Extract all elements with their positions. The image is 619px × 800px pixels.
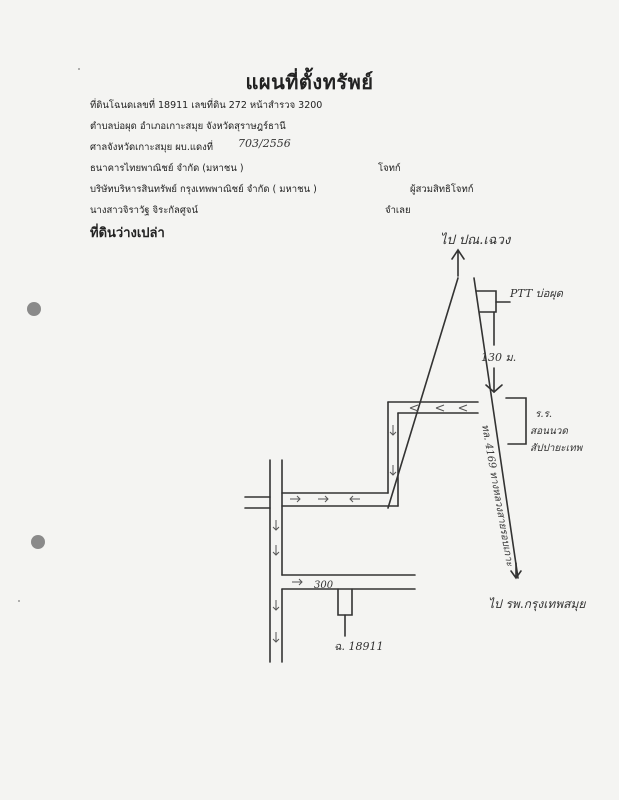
school-label-2: สอนนวด [530,426,568,437]
school-marker [506,398,526,444]
party3-role: จำเลย [385,205,411,216]
party2-name: บริษัทบริหารสินทรัพย์ กรุงเทพพาณิชย์ จำกัด ( มหาชน ) [90,184,317,195]
north-arrow [452,250,464,276]
to-south-label: ไป รพ.กรุงเทพสมุย [488,597,586,611]
party3-name: นางสาวจิราวัฐ จิระกัลศูจน์ [90,205,198,216]
party1-name: ธนาคารไทยพาณิชย์ จำกัด (มหาชน ) [90,163,244,174]
party2-role: ผู้สวมสิทธิโจทก์ [410,184,474,195]
road-direction-arrows [273,405,467,642]
court-case-number: 703/2556 [238,137,291,150]
distance-side-label: 300 [314,580,334,591]
party1-role: โจทก์ [378,163,401,174]
school-label-3: สัปปายะเทพ [530,443,583,454]
plot-label: ฉ. 18911 [334,640,384,653]
page-title: แผนที่ตั้งทรัพย์ [245,70,374,94]
plot-box [338,589,352,615]
to-north-label: ไป ปณ.เฉวง [440,233,511,248]
road-name-label: ทล. 4169 ทางหลวงสายรอบเกาะ [479,423,515,568]
location-line: ตำบลบ่อผุด อำเภอเกาะสมุย จังหวัดสุราษฎร์ธานี [90,121,286,132]
distance-main-label: 130 ม. [481,351,517,364]
ptt-label: PTT บ่อผุด [510,287,563,300]
land-status: ที่ดินว่างเปล่า [90,226,165,241]
deed-line: ที่ดินโฉนดเลขที่ 18911 เลขที่ดิน 272 หน้าสำรวจ 3200 [90,100,323,111]
court-label: ศาลจังหวัดเกาะสมุย ผบ.แดงที่ [90,142,214,153]
school-label-1: ร.ร. [535,409,553,420]
